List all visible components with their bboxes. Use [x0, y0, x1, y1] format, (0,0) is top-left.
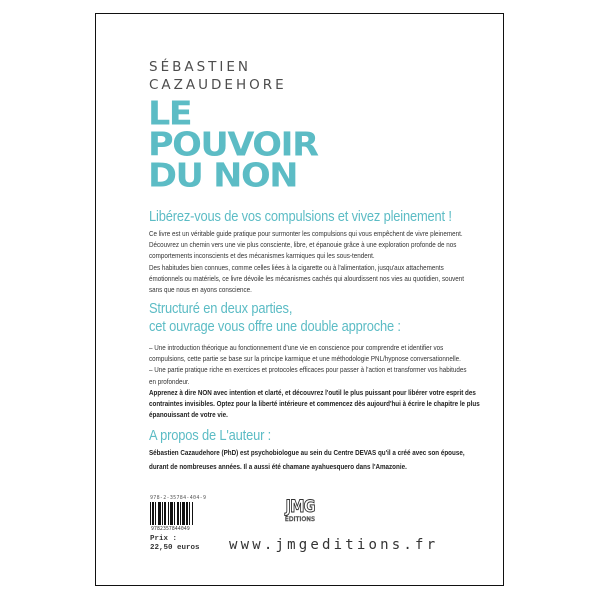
author-first-name: SÉBASTIEN — [149, 59, 252, 75]
text-line: sans que nous en ayons conscience. — [149, 285, 252, 295]
text-line: Apprenez à dire NON avec intention et clarté, et découvrez l'outil le plus puissant pour libérer votre esprit des — [149, 388, 476, 397]
text-line: Sébastien Cazaudehore (PhD) est psychobiologue au sein du Centre DEVAS qu'il a créé avec son épouse, — [149, 448, 465, 457]
section3-body — [149, 387, 480, 421]
text-line: compulsions, cette partie se base sur la principe karmique et une méthodologie PNL/hypnose conversationnelle. — [149, 354, 461, 364]
barcode-number: 9782357844049 — [151, 527, 190, 532]
price-label: Prix : — [150, 535, 178, 543]
price — [150, 535, 200, 553]
author-last-name: CAZAUDEHORE — [149, 77, 287, 93]
text-line: contraintes invisibles. Optez pour la liberté intérieure et commencez dès aujourd'hui à écrire le chapitre le plus — [149, 399, 480, 409]
publisher-logo-subtitle: ÉDITIONS — [284, 516, 316, 523]
section2-heading-line-1: Structuré en deux parties, — [149, 300, 293, 317]
barcode — [150, 502, 194, 525]
text-line: Découvrez un chemin vers une vie plus consciente, libre, et épanouie grâce à une exploration profonde de nos — [149, 240, 457, 250]
text-line: comportements inconscients et des mécanismes karmiques qui les sous-tendent. — [149, 251, 375, 261]
title-line-2: POUVOIR — [148, 126, 318, 165]
section2-heading-line-2: cet ouvrage vous offre une double approche : — [149, 318, 401, 335]
author-name — [149, 58, 287, 94]
isbn-text: 978-2-35784-404-9 — [150, 495, 207, 501]
text-line: en profondeur. — [149, 376, 190, 386]
about-body — [149, 446, 465, 473]
title-line-1: LE — [148, 95, 192, 134]
publisher-logo — [283, 499, 317, 523]
text-line: épanouissant de votre vie. — [149, 410, 228, 420]
section1-body — [149, 228, 464, 295]
text-line: durant de nombreuses années. Il a aussi été chamane ayahuesquero dans l'Amazonie. — [149, 461, 407, 471]
price-value: 22,50 euros — [150, 544, 200, 552]
text-line: Ce livre est un véritable guide pratique pour surmonter les compulsions qui vous empêchent de vivre pleinement. — [149, 229, 463, 238]
publisher-website: www.jmgeditions.fr — [229, 537, 439, 553]
text-line: émotionnels ou matériels, ce livre dévoile les mécanismes cachés qui alourdissent nos vies au quotidien, souvent — [149, 273, 464, 283]
book-title — [148, 95, 318, 196]
text-line: – Une partie pratique riche en exercices et protocoles efficaces pour passer à l'action et transformer vos habitudes — [149, 365, 467, 375]
text-line: Des habitudes bien connues, comme celles liées à la cigarette ou à l'alimentation, jusqu'aux attachements — [149, 262, 444, 272]
title-line-3: DU NON — [148, 157, 297, 196]
about-heading: A propos de L'auteur : — [149, 427, 272, 444]
section1-heading: Libérez-vous de vos compulsions et vivez pleinement ! — [149, 208, 452, 225]
publisher-logo-mark: JMG — [285, 497, 315, 517]
text-line: – Une introduction théorique au fonctionnement d'une vie en conscience pour comprendre et identifier vos — [149, 343, 444, 352]
section2-body — [149, 342, 467, 387]
